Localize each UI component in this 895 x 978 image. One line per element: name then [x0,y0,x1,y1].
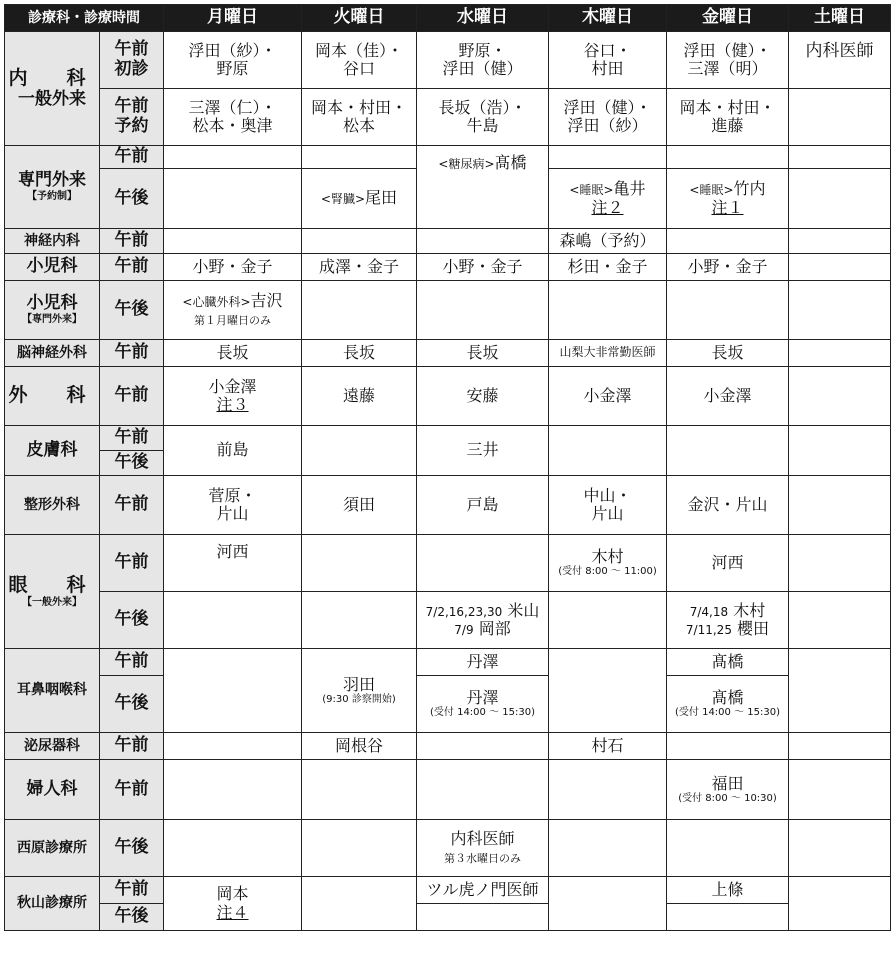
dept-geka-title: 外 科 [8,384,96,407]
ganka-pm-fri-name1: 木村 [733,600,766,620]
naika-shoshin-tue: 岡本（佳）・ 谷口 [302,32,417,89]
geka-wed: 安藤 [417,367,549,426]
dept-hinyo: 泌尿器科 [5,733,100,760]
senmon-fri-tag: <睡眠> [689,183,734,198]
shoni-thu: 杉田・金子 [549,254,667,281]
table-row [5,229,891,254]
empty-cell [789,89,891,146]
empty-cell [789,367,891,426]
dept-ganka [5,535,100,649]
nishihara-wed [417,820,549,877]
shinkei-thu: 森嶋（予約） [549,229,667,254]
noushinkei-wed: 長坂 [417,340,549,367]
noushinkei-thu: 山梨大非常勤医師 [549,340,667,367]
empty-cell [549,146,667,169]
header-corner: 診療科・診療時間 [5,5,164,32]
header-day-mon: 月曜日 [164,5,302,32]
period-am: 午前 [100,146,164,169]
senmon-wed [417,146,549,229]
hinyo-thu: 村石 [549,733,667,760]
naika-yoyaku-wed: 長坂（浩）・ 牛島 [417,89,549,146]
empty-cell [164,229,302,254]
empty-cell [667,229,789,254]
akiyama-mon-note: 注４ [216,902,249,922]
table-row [5,649,891,676]
empty-cell [549,649,667,733]
period-pm: 午後 [100,676,164,733]
dept-shoni-senmon-sub: 【専門外来】 [22,314,82,326]
ganka-am-thu [549,535,667,592]
jibi-wed-pm-note: (受付 14:00 ～ 15:30) [430,707,535,719]
ganka-pm-fri [667,592,789,649]
empty-cell [164,146,302,169]
empty-cell [164,733,302,760]
header-day-thu: 木曜日 [549,5,667,32]
fujin-fri [667,760,789,820]
empty-cell [789,535,891,592]
empty-cell [417,733,549,760]
empty-cell [417,281,549,340]
empty-cell [549,281,667,340]
empty-cell [667,281,789,340]
noushinkei-tue: 長坂 [302,340,417,367]
period-am: 午前 [100,476,164,535]
hifu-wed: 三井 [417,426,549,476]
seikei-wed: 戸島 [417,476,549,535]
empty-cell [789,649,891,733]
clinic-schedule-table [4,4,891,931]
shoni-fri: 小野・金子 [667,254,789,281]
nishihara-wed-note: 第３水曜日のみ [444,852,521,865]
empty-cell [789,229,891,254]
dept-seikei: 整形外科 [5,476,100,535]
period-am: 午前 [100,340,164,367]
senmon-tue-tag: <腎臓> [320,192,366,207]
dept-shoni-senmon [5,281,100,340]
akiyama-fri: 上條 [667,877,789,904]
noushinkei-fri: 長坂 [667,340,789,367]
ganka-am-mon: 河西 [164,535,302,592]
table-row [5,367,891,426]
empty-cell [789,169,891,229]
table-row [5,89,891,146]
seikei-tue: 須田 [302,476,417,535]
akiyama-mon [164,877,302,931]
dept-geka [5,367,100,426]
empty-cell [667,904,789,931]
empty-cell [549,820,667,877]
table-row [5,32,891,89]
empty-cell [302,877,417,931]
table-row [5,733,891,760]
empty-cell [302,535,417,592]
period-pm: 午後 [100,451,164,476]
period-pm: 午後 [100,820,164,877]
empty-cell [302,820,417,877]
dept-noushinkei: 脳神経外科 [5,340,100,367]
period-am: 午前 [100,760,164,820]
empty-cell [302,426,417,476]
period-pm: 午後 [100,592,164,649]
empty-cell [789,254,891,281]
dept-ganka-sub: 【一般外来】 [22,596,82,608]
dept-naika-sub: 一般外来 [18,88,86,109]
ganka-pm-wed-date1: 7/2,16,23,30 [425,604,503,619]
empty-cell [667,426,789,476]
empty-cell [789,426,891,476]
geka-mon-name: 小金澤 [208,376,257,396]
empty-cell [164,649,302,733]
period-am: 午前 [100,367,164,426]
geka-mon-note: 注３ [216,395,249,414]
period-am: 午前 [100,877,164,904]
empty-cell [789,476,891,535]
seikei-mon: 菅原・ 片山 [164,476,302,535]
table-row [5,904,891,931]
ganka-am-thu-note: (受付 8:00 ～ 11:00) [558,566,657,578]
empty-cell [667,820,789,877]
empty-cell [789,281,891,340]
empty-cell [417,535,549,592]
dept-shinkei: 神経内科 [5,229,100,254]
senmon-tue-name: 尾田 [365,188,398,208]
table-row [5,676,891,733]
empty-cell [302,146,417,169]
naika-yoyaku-thu: 浮田（健）・ 浮田（紗） [549,89,667,146]
dept-shoni: 小児科 [5,254,100,281]
period-am: 午前 [100,733,164,760]
empty-cell [789,733,891,760]
table-row [5,281,891,340]
fujin-fri-name: 福田 [711,773,744,793]
dept-naika [5,32,100,146]
header-row [5,5,891,32]
empty-cell [789,592,891,649]
ganka-am-fri: 河西 [667,535,789,592]
jibi-wed-am: 丹澤 [417,649,549,676]
period-am: 午前 [100,535,164,592]
shoni-senmon-mon-tag: <心臓外科> [182,294,251,309]
empty-cell [164,820,302,877]
empty-cell [549,592,667,649]
senmon-fri-note: 注１ [711,197,744,217]
empty-cell [789,760,891,820]
dept-hifu: 皮膚科 [5,426,100,476]
period-am: 午前 [100,649,164,676]
jibi-tue-name: 羽田 [342,674,375,694]
period-am: 午前 [100,229,164,254]
naika-shoshin-thu: 谷口・ 村田 [549,32,667,89]
dept-jibi: 耳鼻咽喉科 [5,649,100,733]
header-day-fri: 金曜日 [667,5,789,32]
jibi-fri-pm-name: 髙橋 [711,688,744,708]
hinyo-tue: 岡根谷 [302,733,417,760]
dept-senmon-sub: 【予約制】 [27,191,77,203]
seikei-thu: 中山・ 片山 [549,476,667,535]
dept-fujin: 婦人科 [5,760,100,820]
period-pm: 午後 [100,904,164,931]
table-row [5,592,891,649]
empty-cell [789,340,891,367]
senmon-fri-name: 竹内 [733,179,766,199]
header-day-tue: 火曜日 [302,5,417,32]
empty-cell [417,904,549,931]
dept-senmon-title: 専門外来 [18,170,86,191]
table-row [5,760,891,820]
naika-shoshin-mon: 浮田（紗）・ 野原 [164,32,302,89]
naika-sat: 内科医師 [789,32,891,89]
empty-cell [789,877,891,931]
dept-naika-title: 内 科 [8,66,96,89]
jibi-tue [302,649,417,733]
empty-cell [789,146,891,169]
period-yoyaku: 午前 予約 [100,89,164,146]
empty-cell [549,426,667,476]
ganka-pm-wed-name2: 岡部 [478,619,511,638]
ganka-pm-fri-date1: 7/4,18 [689,604,729,619]
senmon-wed-tag: <糖尿病> [438,157,495,171]
senmon-fri [667,169,789,229]
senmon-thu-name: 亀井 [613,179,646,199]
dept-shoni-senmon-title: 小児科 [26,293,78,314]
period-am: 午前 [100,426,164,451]
table-row [5,146,891,169]
shoni-senmon-mon-note: 第１月曜日のみ [194,314,271,327]
shoni-mon: 小野・金子 [164,254,302,281]
table-row [5,476,891,535]
empty-cell [667,146,789,169]
hifu-mon: 前島 [164,426,302,476]
period-pm: 午後 [100,281,164,340]
empty-cell [789,820,891,877]
shoni-senmon-mon [164,281,302,340]
senmon-wed-name: 髙橋 [494,153,527,172]
naika-yoyaku-mon: 三澤（仁）・ 松本・奥津 [164,89,302,146]
empty-cell [164,169,302,229]
shoni-senmon-mon-name: 吉沢 [250,290,283,310]
empty-cell [549,760,667,820]
senmon-thu-tag: <睡眠> [569,183,614,198]
empty-cell [164,760,302,820]
ganka-pm-wed-date2: 7/9 [454,623,474,637]
empty-cell [302,760,417,820]
ganka-pm-fri-name2: 櫻田 [737,619,770,638]
empty-cell [302,592,417,649]
ganka-pm-wed-name1: 米山 [507,600,540,620]
dept-nishihara: 西原診療所 [5,820,100,877]
shoni-tue: 成澤・金子 [302,254,417,281]
empty-cell [549,877,667,931]
table-row [5,340,891,367]
ganka-pm-wed [417,592,549,649]
jibi-tue-note: (9:30 診察開始) [322,693,396,705]
dept-senmon [5,146,100,229]
geka-mon [164,367,302,426]
empty-cell [667,733,789,760]
empty-cell [164,592,302,649]
naika-yoyaku-fri: 岡本・村田・ 進藤 [667,89,789,146]
senmon-thu [549,169,667,229]
akiyama-mon-name: 岡本 [216,884,249,904]
seikei-fri: 金沢・片山 [667,476,789,535]
period-shoshin: 午前 初診 [100,32,164,89]
naika-shoshin-wed: 野原・ 浮田（健） [417,32,549,89]
jibi-fri-pm-note: (受付 14:00 ～ 15:30) [675,707,780,719]
empty-cell [417,229,549,254]
geka-tue: 遠藤 [302,367,417,426]
empty-cell [417,760,549,820]
akiyama-wed: ツル虎ノ門医師 [417,877,549,904]
table-row [5,254,891,281]
jibi-fri-pm [667,676,789,733]
period-am: 午前 [100,254,164,281]
header-day-wed: 水曜日 [417,5,549,32]
jibi-wed-pm-name: 丹澤 [466,688,499,708]
geka-fri: 小金澤 [667,367,789,426]
naika-shoshin-fri: 浮田（健）・ 三澤（明） [667,32,789,89]
fujin-fri-note: (受付 8:00 ～ 10:30) [678,792,777,804]
ganka-pm-fri-date2: 7/11,25 [685,623,732,637]
period-pm: 午後 [100,169,164,229]
dept-ganka-title: 眼 科 [8,573,96,596]
table-row [5,535,891,592]
jibi-wed-pm [417,676,549,733]
empty-cell [302,281,417,340]
ganka-am-thu-name: 木村 [591,547,624,567]
table-row [5,426,891,451]
empty-cell [302,229,417,254]
jibi-fri-am: 髙橋 [667,649,789,676]
senmon-tue [302,169,417,229]
header-day-sat: 土曜日 [789,5,891,32]
noushinkei-mon: 長坂 [164,340,302,367]
senmon-thu-note: 注２ [591,197,624,217]
table-row [5,820,891,877]
shoni-wed: 小野・金子 [417,254,549,281]
nishihara-wed-name: 内科医師 [450,828,515,848]
dept-akiyama: 秋山診療所 [5,877,100,931]
naika-yoyaku-tue: 岡本・村田・ 松本 [302,89,417,146]
geka-thu: 小金澤 [549,367,667,426]
table-row [5,877,891,904]
